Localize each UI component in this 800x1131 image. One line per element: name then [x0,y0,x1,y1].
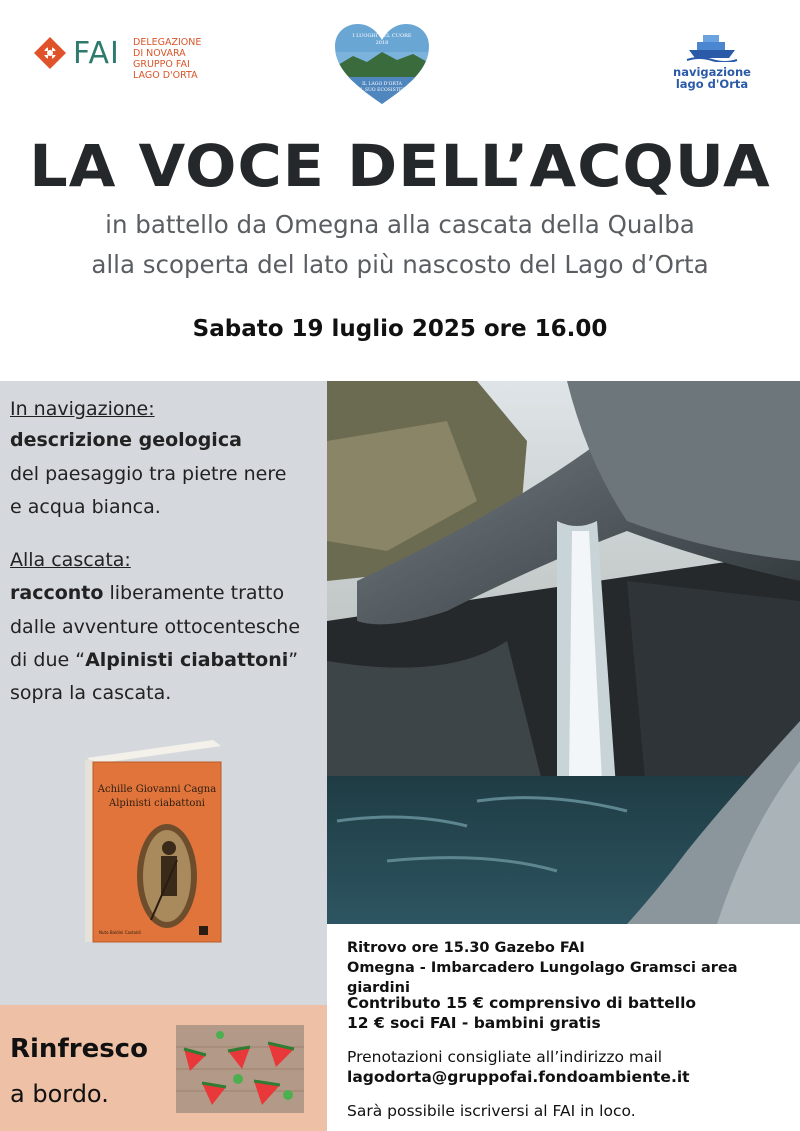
fai-logo-text: FAI [73,36,120,71]
geologic-description-label: descrizione geologica [10,429,242,451]
luoghi-del-cuore-heart-badge [333,22,431,106]
navigazione-text-line-1: del paesaggio tra pietre nere [10,463,287,485]
soci-price: 12 € soci FAI - bambini gratis [347,1014,601,1032]
svg-text:E IL SUO ECOSISTEMA: E IL SUO ECOSISTEMA [353,88,411,93]
subtitle-line-2: alla scoperta del lato più nascosto del Lago d’Orta [91,250,709,279]
fai-delegation-text: DELEGAZIONE DI NOVARA GRUPPO FAI LAGO D'ORTA [133,37,202,81]
svg-text:IL LAGO D'ORTA: IL LAGO D'ORTA [362,82,402,87]
fai-emblem-icon [33,36,67,70]
svg-text:2018: 2018 [375,40,389,46]
book-author: Achille Giovanni Cagna [97,784,217,795]
book-publisher: Nuto Baldini Castoldi [99,930,141,935]
book-cover-image [81,740,227,945]
svg-text:I LUOGHI DEL CUORE: I LUOGHI DEL CUORE [352,33,412,39]
alpinisti-line: di due “Alpinisti ciabattoni” [10,649,299,671]
avventure-line: dalle avventure ottocentesche [10,616,301,638]
fai-logo [33,34,213,86]
prenotazioni-text: Prenotazioni consigliate all’indirizzo mail [347,1048,663,1066]
navigazione-logo-text: navigazione lago d'Orta [673,65,751,91]
cascata-heading: Alla cascata: [10,549,131,571]
iscrizione-text: Sarà possibile iscriversi al FAI in loco. [347,1102,636,1120]
refresh-subtitle: a bordo. [10,1080,109,1108]
navigazione-lago-orta-logo [662,30,762,100]
waterfall-photo [327,381,800,924]
racconto-line: racconto liberamente tratto [10,582,285,604]
ship-icon [685,30,739,62]
navigazione-text-line-2: e acqua bianca. [10,496,161,518]
sopra-cascata-line: sopra la cascata. [10,682,172,704]
navigazione-heading: In navigazione: [10,398,155,420]
event-date: Sabato 19 luglio 2025 ore 16.00 [192,316,608,342]
refresh-title: Rinfresco [10,1034,148,1064]
contributo-price: Contributo 15 € comprensivo di battello [347,994,697,1012]
booking-email[interactable]: lagodorta@gruppofai.fondoambiente.it [347,1068,690,1086]
ritrovo-time: Ritrovo ore 15.30 Gazebo FAI [347,940,585,956]
subtitle-line-1: in battello da Omegna alla cascata della Qualba [105,210,695,239]
page-title: LA VOCE DELL’ACQUA [29,132,771,200]
watermelon-image [176,1025,304,1113]
book-title: Alpinisti ciabattoni [108,798,206,809]
ritrovo-location: Omegna - Imbarcadero Lungolago Gramsci area giardini [347,960,738,996]
